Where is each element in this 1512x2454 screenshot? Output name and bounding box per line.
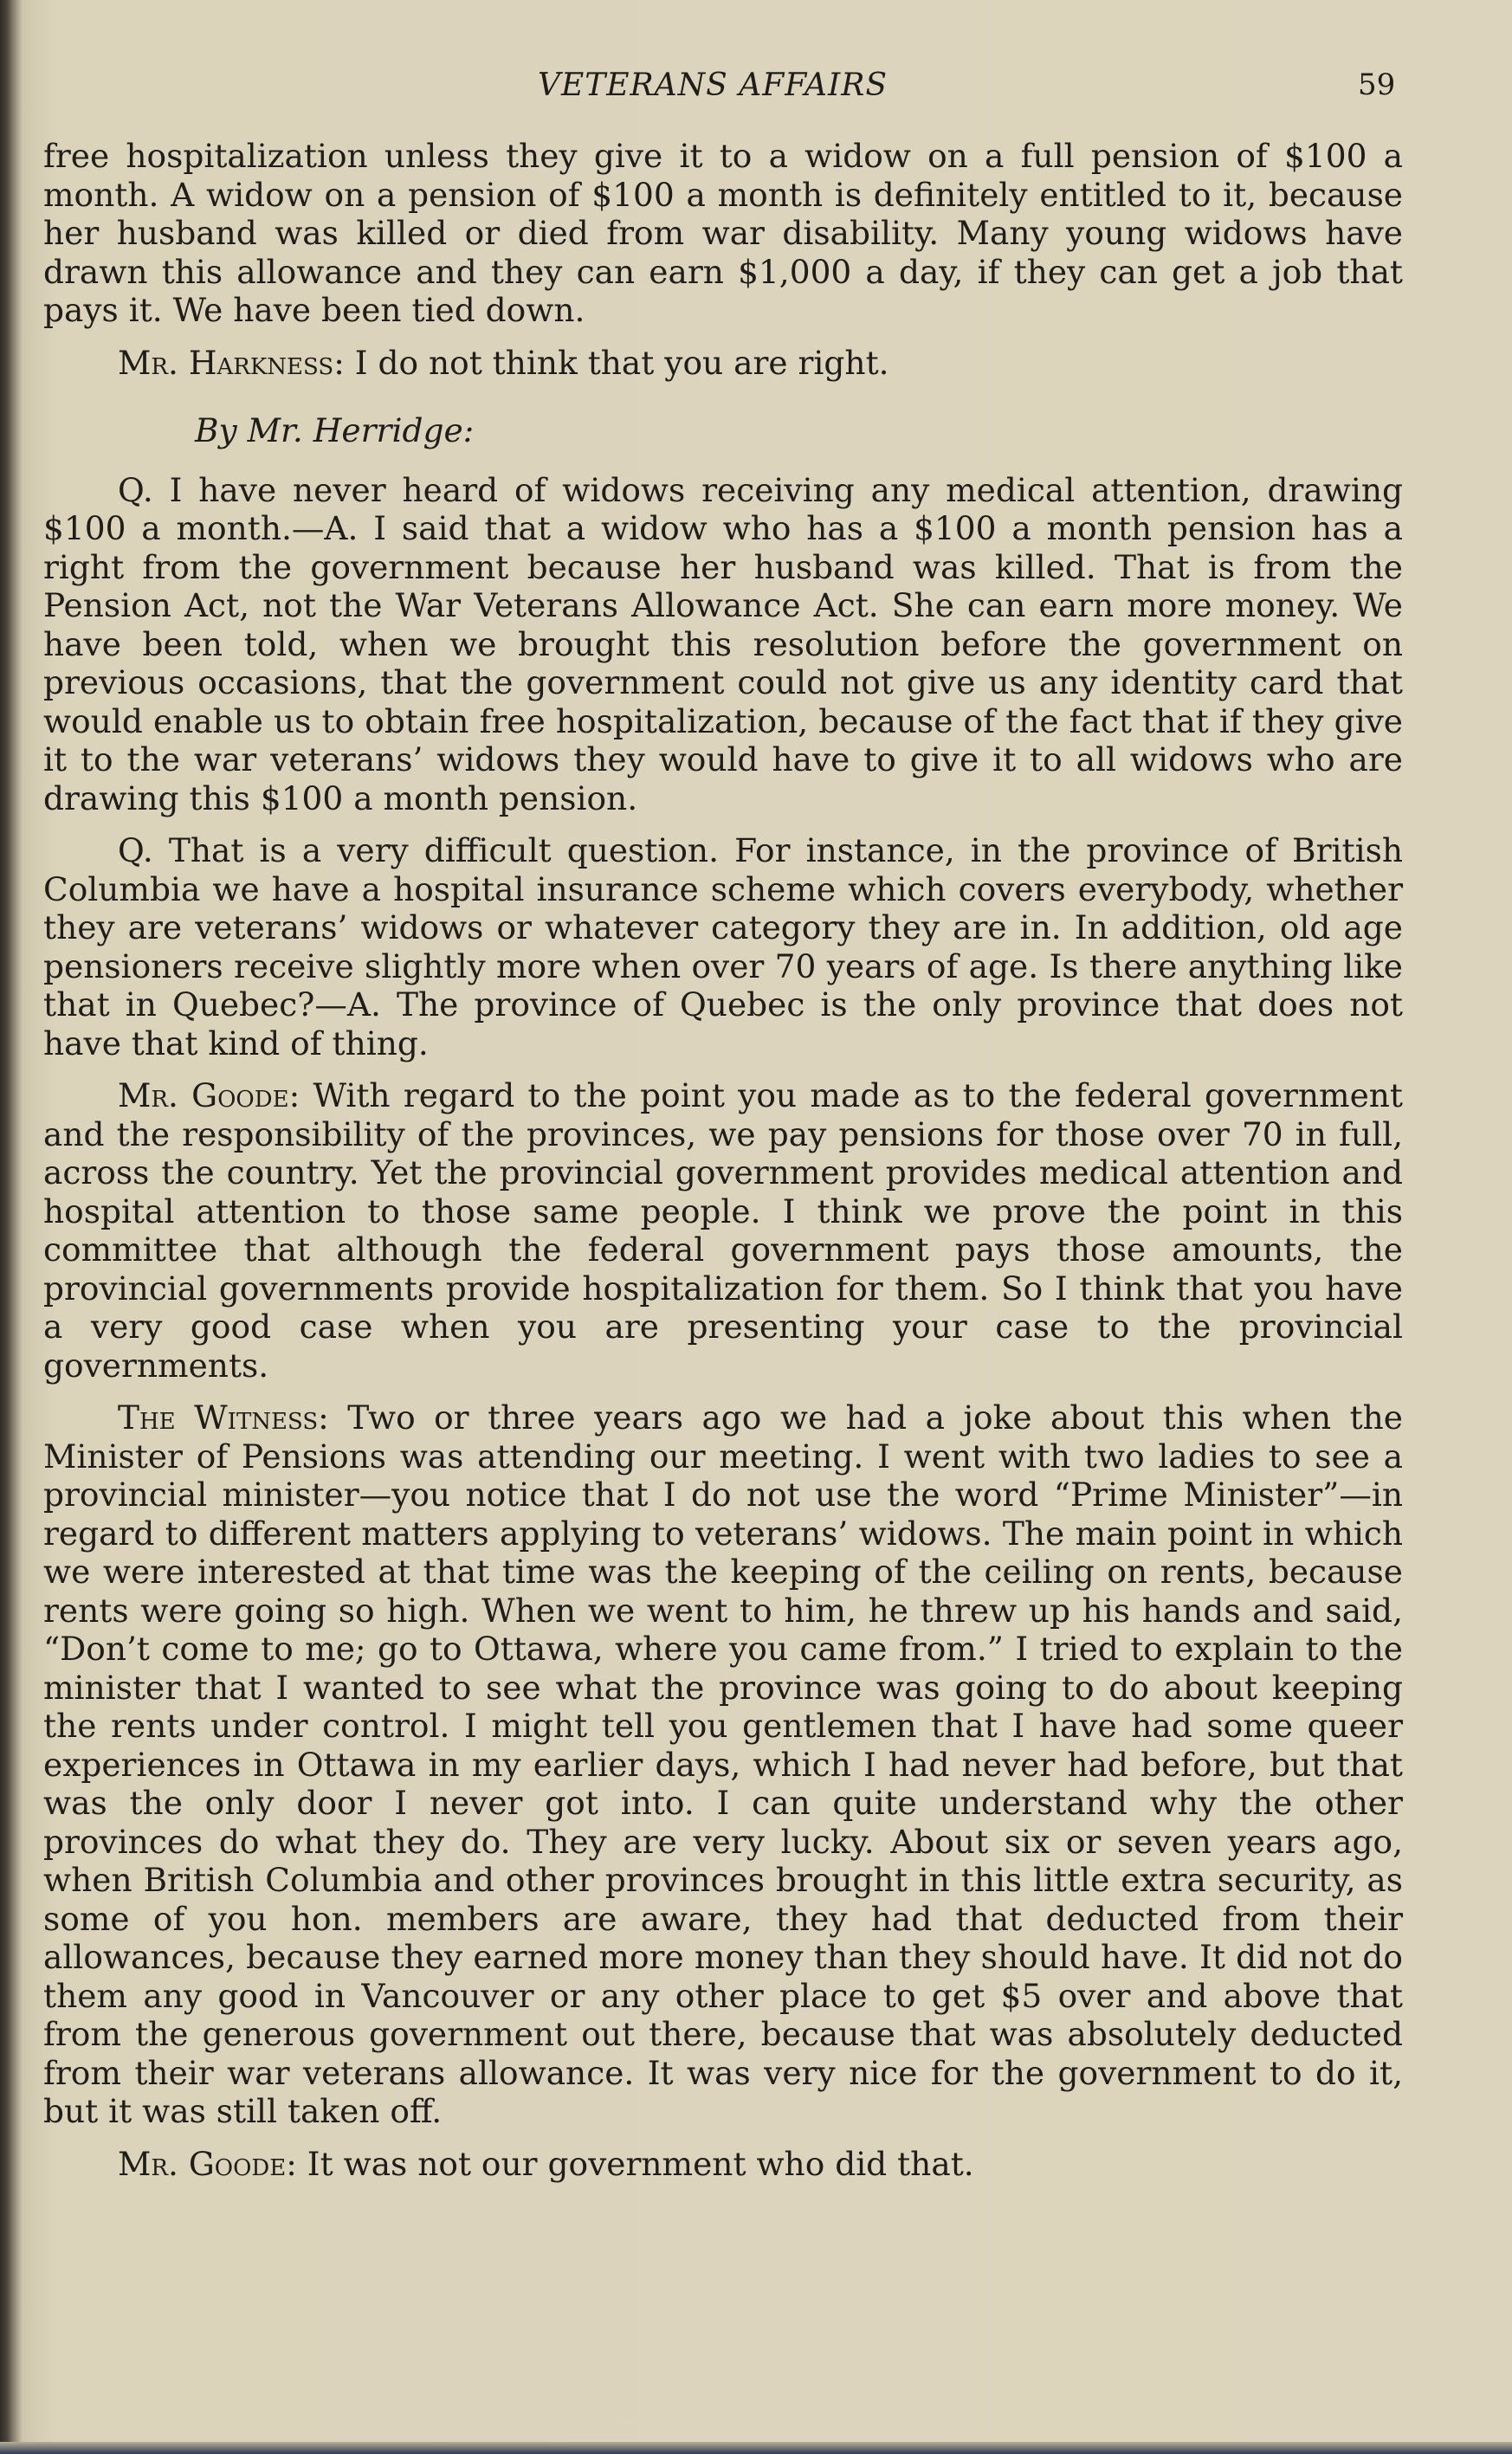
paragraph-goode-1 <box>43 1076 1403 1385</box>
page-header <box>0 62 1512 114</box>
paragraph-text: It was not our government who did that. <box>296 2144 974 2183</box>
running-head: VETERANS AFFAIRS <box>537 68 888 103</box>
paragraph-question-2 <box>43 831 1403 1062</box>
paragraph-text: I do not think that you are right. <box>344 343 889 382</box>
speaker-name: Mr. Goode: <box>118 1076 300 1114</box>
paragraph-text: free hospitalization unless they give it to a widow on a full pension of $100 a month. A widow on a pension of $100 a month is definitely entitled to it, because her husband was killed or died from war disability. Many young widows have drawn this allowance and they can earn $1,000 a day, if they can get a job that pays it. We have been tied down. <box>43 137 1403 329</box>
paragraph-text: Q. That is a very difficult question. For instance, in the province of British Columbia we have a hospital insurance scheme which covers everybody, whether they are veterans’ widows or whatever category they are in. In addition, old age pensioners receive slightly more when over 70 years of age. Is there anything like that in Quebec?—A. The province of Quebec is the only province that does not have that kind of thing. <box>43 831 1403 1062</box>
speaker-name: Mr. Goode: <box>118 2144 297 2183</box>
paragraph-question-1 <box>43 471 1403 818</box>
paragraph-harkness <box>43 344 1403 383</box>
book-spine-shadow <box>0 0 23 2454</box>
paragraph-continuation <box>43 137 1403 330</box>
paragraph-witness <box>43 1398 1403 2131</box>
examiner-byline: By Mr. Herridge: <box>195 411 475 449</box>
page-number: 59 <box>1358 68 1396 102</box>
speaker-name: Mr. Harkness: <box>118 343 345 382</box>
body-text <box>43 137 1403 2197</box>
speaker-name: The Witness: <box>118 1398 329 1437</box>
paragraph-text: Two or three years ago we had a joke about this when the Minister of Pensions was attending our meeting. I went with two ladies to see a provincial minister—you notice that I do not use the word “Prime Minister”—in regard to different matters applying to veterans’ widows. The main point in which we were interested at that time was the keeping of the ceiling on rents, because rents were going so high. When we went to him, he threw up his hands and said, “Don’t come to me; go to Ottawa, where you came from.” I tried to explain to the minister that I wanted to see what the province was going to do about keeping the rents under control. I might tell you gentlemen that I have had some queer experiences in Ottawa in my earlier days, which I had never had before, but that was the only door I never got into. I can quite understand why the other provinces do what they do. They are very lucky. About six or seven years ago, when British Columbia and other provinces brought in this little extra security, as some of you hon. members are aware, they had that deducted from their allowances, because they earned more money than they should have. It did not do them any good in Vancouver or any other place to get $5 over and above that from the generous government out there, because that was absolutely deducted from their war veterans allowance. It was very nice for the government to do it, but it was still taken off. <box>43 1398 1403 2130</box>
page-bottom-edge <box>0 2442 1512 2454</box>
paragraph-goode-2 <box>43 2145 1403 2184</box>
paragraph-text: Q. I have never heard of widows receiving any medical attention, drawing $100 a month.—A. I said that a widow who has a $100 a month pension has a right from the government because her husband was killed. That is from the Pension Act, not the War Veterans Allowance Act. She can earn more money. We have been told, when we brought this resolution before the government on previous occasions, that the government could not give us any identity card that would enable us to obtain free hospitalization, because of the fact that if they give it to the war veterans’ widows they would have to give it to all widows who are drawing this $100 a month pension. <box>43 470 1403 817</box>
paragraph-text: With regard to the point you made as to the federal government and the responsibility of the provinces, we pay pensions for those over 70 in full, across the country. Yet the provincial government provides medical attention and hospital attention to those same people. I think we prove the point in this committee that although the federal government pays those amounts, the provincial governments provide hospitalization for them. So I think that you have a very good case when you are presenting your case to the provincial governments. <box>43 1076 1403 1385</box>
